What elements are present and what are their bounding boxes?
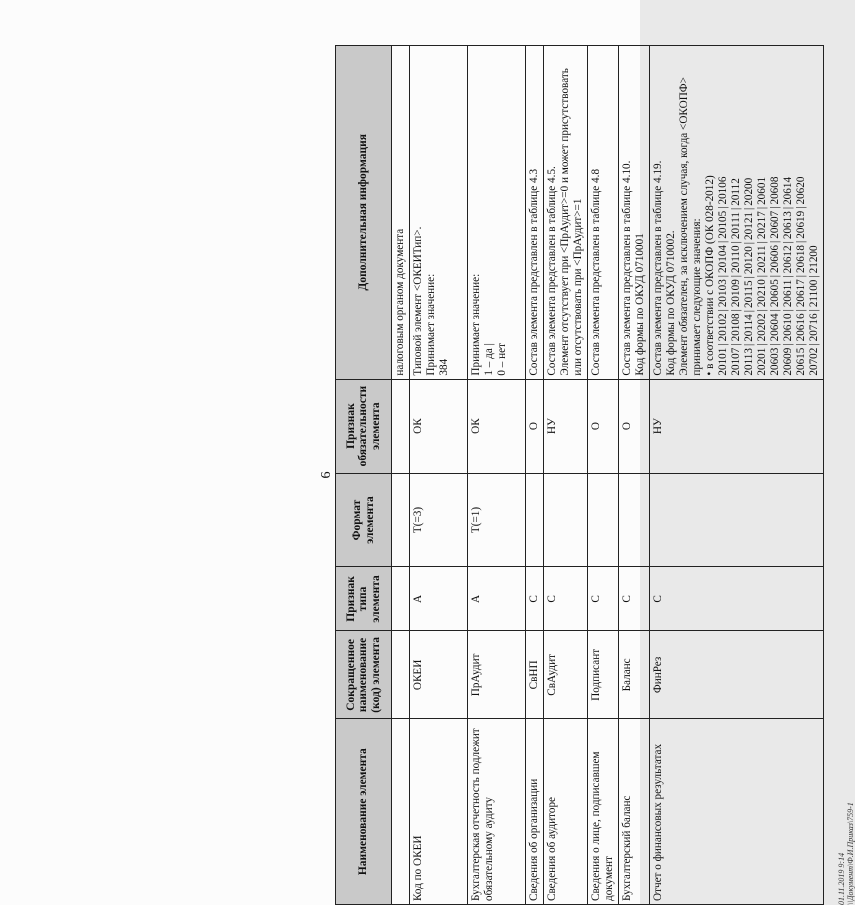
code-separator: | <box>795 274 807 278</box>
okopf-code: 20604 <box>769 313 781 342</box>
cell-code: Подписант <box>588 631 619 719</box>
okopf-code-line <box>795 49 808 376</box>
okopf-code-line <box>808 49 821 376</box>
cell-info: Состав элемента представлен в таблице 4.3 <box>526 46 544 380</box>
header-element-type: Признак типа элемента <box>336 567 392 631</box>
cell-format: T(=3) <box>410 473 468 567</box>
code-separator: | <box>743 207 755 210</box>
okopf-code: 20112 <box>730 178 742 206</box>
cell-name: Бухгалтерский баланс <box>619 719 650 905</box>
cell-format <box>526 473 544 567</box>
code-separator: | <box>717 309 729 312</box>
cell-name <box>392 719 410 905</box>
cell-type: С <box>544 567 588 631</box>
code-separator: | <box>756 206 768 210</box>
code-separator: | <box>769 309 781 312</box>
okopf-code: 20115 <box>743 280 755 308</box>
cell-format <box>650 473 824 567</box>
cell-required: О <box>619 379 650 473</box>
cell-type: А <box>410 567 468 631</box>
cell-format: T(=1) <box>468 473 526 567</box>
okopf-code-line <box>769 49 782 376</box>
cell-code: Баланс <box>619 631 650 719</box>
table-row-balance <box>619 46 650 905</box>
okopf-code: 20601 <box>756 176 768 205</box>
header-element-code: Сокращенное наименование (код) элемента <box>336 631 392 719</box>
okopf-code: 20113 <box>743 348 755 376</box>
okopf-code: 20606 <box>769 244 781 273</box>
cell-required: О <box>526 379 544 473</box>
okopf-code: 20102 <box>717 313 729 342</box>
cell-name: Сведения о лице, подписавшем документ <box>588 719 619 905</box>
okopf-code: 20620 <box>795 176 807 205</box>
code-separator: | <box>743 241 755 245</box>
table-row-audit-flag <box>468 46 526 905</box>
okopf-code: 20610 <box>782 313 794 342</box>
table-row-continuation <box>392 46 410 905</box>
okopf-code: 20105 <box>717 210 729 239</box>
okopf-code: 20108 <box>730 313 742 342</box>
header-additional-info: Дополнительная информация <box>336 46 392 380</box>
code-separator: | <box>730 241 742 244</box>
cell-info: Состав элемента представлен в таблице 4.19. Код формы по ОКУД 0710002. Элемент обязателен, за исключением случая, когда <ОКОПФ> принимает следующие значения: • в соответствии с ОКОПФ (ОК 028-2012) 20101|20102|20103|20104|20105|20106 20107|20108|20109|20110|20111|20112 20113|20114|20115|20120|20121|20200 20201|20202|20210|20211|20217|20601 20603|20604|20605|20606|20607|20608 20609|20610|20611|20612|20613|20614 20615|20616|20617|20618|20619|20620 20702|20716|21100|21200 <box>650 46 824 380</box>
okopf-code: 20109 <box>730 279 742 308</box>
code-separator: | <box>782 241 794 244</box>
code-separator: | <box>782 343 794 346</box>
code-separator: | <box>808 275 820 278</box>
okopf-code: 20200 <box>743 177 755 206</box>
okopf-code-line <box>756 49 769 376</box>
code-separator: | <box>795 343 807 346</box>
cell-type <box>392 567 410 631</box>
okopf-code: 20615 <box>795 347 807 376</box>
okopf-code: 20617 <box>795 279 807 308</box>
cell-required: НУ <box>650 379 824 473</box>
cell-name: Сведения об организации <box>526 719 544 905</box>
cell-required: НУ <box>544 379 588 473</box>
okopf-code: 20607 <box>769 210 781 239</box>
cell-format <box>588 473 619 567</box>
code-separator: | <box>795 309 807 312</box>
cell-code <box>392 631 410 719</box>
okopf-code: 20618 <box>795 244 807 273</box>
okopf-code: 20616 <box>795 313 807 342</box>
print-stamp: 01.11.2019 9:14 \\Документ\Ф.И.Приказ\759-1 <box>837 802 855 905</box>
cell-type: С <box>650 567 824 631</box>
okopf-code-list <box>717 49 821 376</box>
table-row-auditor <box>544 46 588 905</box>
okopf-code: 20613 <box>782 211 794 240</box>
code-separator: | <box>730 309 742 312</box>
cell-info: налоговым органом документа <box>392 46 410 380</box>
cell-code: ФинРез <box>650 631 824 719</box>
rotated-sheet <box>319 45 854 905</box>
code-separator: | <box>769 206 781 209</box>
cell-info: Типовой элемент <ОКЕИТип>. Принимает значение: 384 <box>410 46 468 380</box>
elements-table <box>335 45 824 905</box>
table-header-row <box>336 46 392 905</box>
okopf-code-line <box>717 49 730 376</box>
okopf-code: 20107 <box>730 347 742 376</box>
cell-type: С <box>588 567 619 631</box>
okopf-code: 20611 <box>782 279 794 308</box>
okopf-code-line <box>730 49 743 376</box>
code-separator: | <box>769 274 781 278</box>
cell-info: Состав элемента представлен в таблице 4.10. Код формы по ОКУД 0710001 <box>619 46 650 380</box>
okopf-code-line <box>782 49 795 376</box>
code-separator: | <box>782 206 794 210</box>
okopf-code-line <box>743 49 756 376</box>
okopf-code: 20619 <box>795 210 807 239</box>
okopf-code: 20103 <box>717 279 729 308</box>
cell-name: Сведения об аудиторе <box>544 719 588 905</box>
okopf-code: 21100 <box>808 279 820 308</box>
okopf-code: 20211 <box>756 245 768 273</box>
header-element-required: Признак обязательности элемента <box>336 379 392 473</box>
okopf-code: 20605 <box>769 279 781 308</box>
cell-format <box>544 473 588 567</box>
okopf-code: 20702 <box>808 347 820 376</box>
cell-name: Бухгалтерская отчетность подлежит обязательному аудиту <box>468 719 526 905</box>
code-separator: | <box>808 343 820 346</box>
cell-format <box>619 473 650 567</box>
cell-required: ОК <box>468 379 526 473</box>
code-separator: | <box>769 343 781 346</box>
code-separator: | <box>808 309 820 312</box>
cell-type: А <box>468 567 526 631</box>
cell-type: С <box>619 567 650 631</box>
okopf-code: 20120 <box>743 246 755 275</box>
table-row-organization <box>526 46 544 905</box>
cell-info: Состав элемента представлен в таблице 4.5. Элемент отсутствует при <ПрАудит>=0 и может присутствовать или отсутствовать при <ПрАудит>=1 <box>544 46 588 380</box>
cell-code: СвАудит <box>544 631 588 719</box>
okopf-code: 20202 <box>756 313 768 342</box>
code-separator: | <box>782 309 794 312</box>
code-separator: | <box>795 240 807 243</box>
cell-type: С <box>526 567 544 631</box>
code-separator: | <box>743 309 755 313</box>
code-separator: | <box>756 343 768 346</box>
code-separator: | <box>730 207 742 210</box>
table-row-okei <box>410 46 468 905</box>
cell-info: Состав элемента представлен в таблице 4.8 <box>588 46 619 380</box>
okopf-code: 20114 <box>743 314 755 342</box>
okopf-code: 20716 <box>808 313 820 342</box>
okopf-code: 20106 <box>717 176 729 205</box>
okopf-code: 21200 <box>808 245 820 274</box>
code-separator: | <box>756 241 768 244</box>
okopf-code: 20614 <box>782 176 794 205</box>
cell-required <box>392 379 410 473</box>
code-separator: | <box>769 240 781 243</box>
cell-name: Отчет о финансовых результатах <box>650 719 824 905</box>
cell-required: О <box>588 379 619 473</box>
code-separator: | <box>756 274 768 278</box>
okopf-code: 20608 <box>769 176 781 205</box>
code-separator: | <box>717 206 729 209</box>
okopf-code: 20210 <box>756 279 768 308</box>
code-separator: | <box>743 343 755 347</box>
cell-code: ОКЕИ <box>410 631 468 719</box>
table-row-signer <box>588 46 619 905</box>
code-separator: | <box>795 206 807 209</box>
okopf-code: 20201 <box>756 347 768 376</box>
okopf-code: 20110 <box>730 245 742 273</box>
okopf-code: 20603 <box>769 347 781 376</box>
okopf-code: 20121 <box>743 211 755 240</box>
code-separator: | <box>717 343 729 346</box>
cell-format <box>392 473 410 567</box>
code-separator: | <box>730 274 742 278</box>
table-row-financial-results <box>650 46 824 905</box>
code-separator: | <box>782 275 794 278</box>
cell-name: Код по ОКЕИ <box>410 719 468 905</box>
code-separator: | <box>730 343 742 346</box>
code-separator: | <box>743 276 755 279</box>
cell-required: ОК <box>410 379 468 473</box>
page-number: 6 <box>319 471 334 479</box>
code-separator: | <box>717 274 729 278</box>
cell-code: ПрАудит <box>468 631 526 719</box>
okopf-code: 20101 <box>717 347 729 376</box>
okopf-code: 20609 <box>782 347 794 376</box>
okopf-code: 20612 <box>782 245 794 274</box>
code-separator: | <box>756 309 768 312</box>
header-element-format: Формат элемента <box>336 473 392 567</box>
cell-info: Принимает значение: 1 – да | 0 – нет <box>468 46 526 380</box>
cell-code: СвНП <box>526 631 544 719</box>
okopf-code: 20104 <box>717 244 729 273</box>
okopf-code: 20217 <box>756 211 768 240</box>
header-element-name: Наименование элемента <box>336 719 392 905</box>
code-separator: | <box>717 240 729 243</box>
okopf-code: 20111 <box>730 212 742 240</box>
